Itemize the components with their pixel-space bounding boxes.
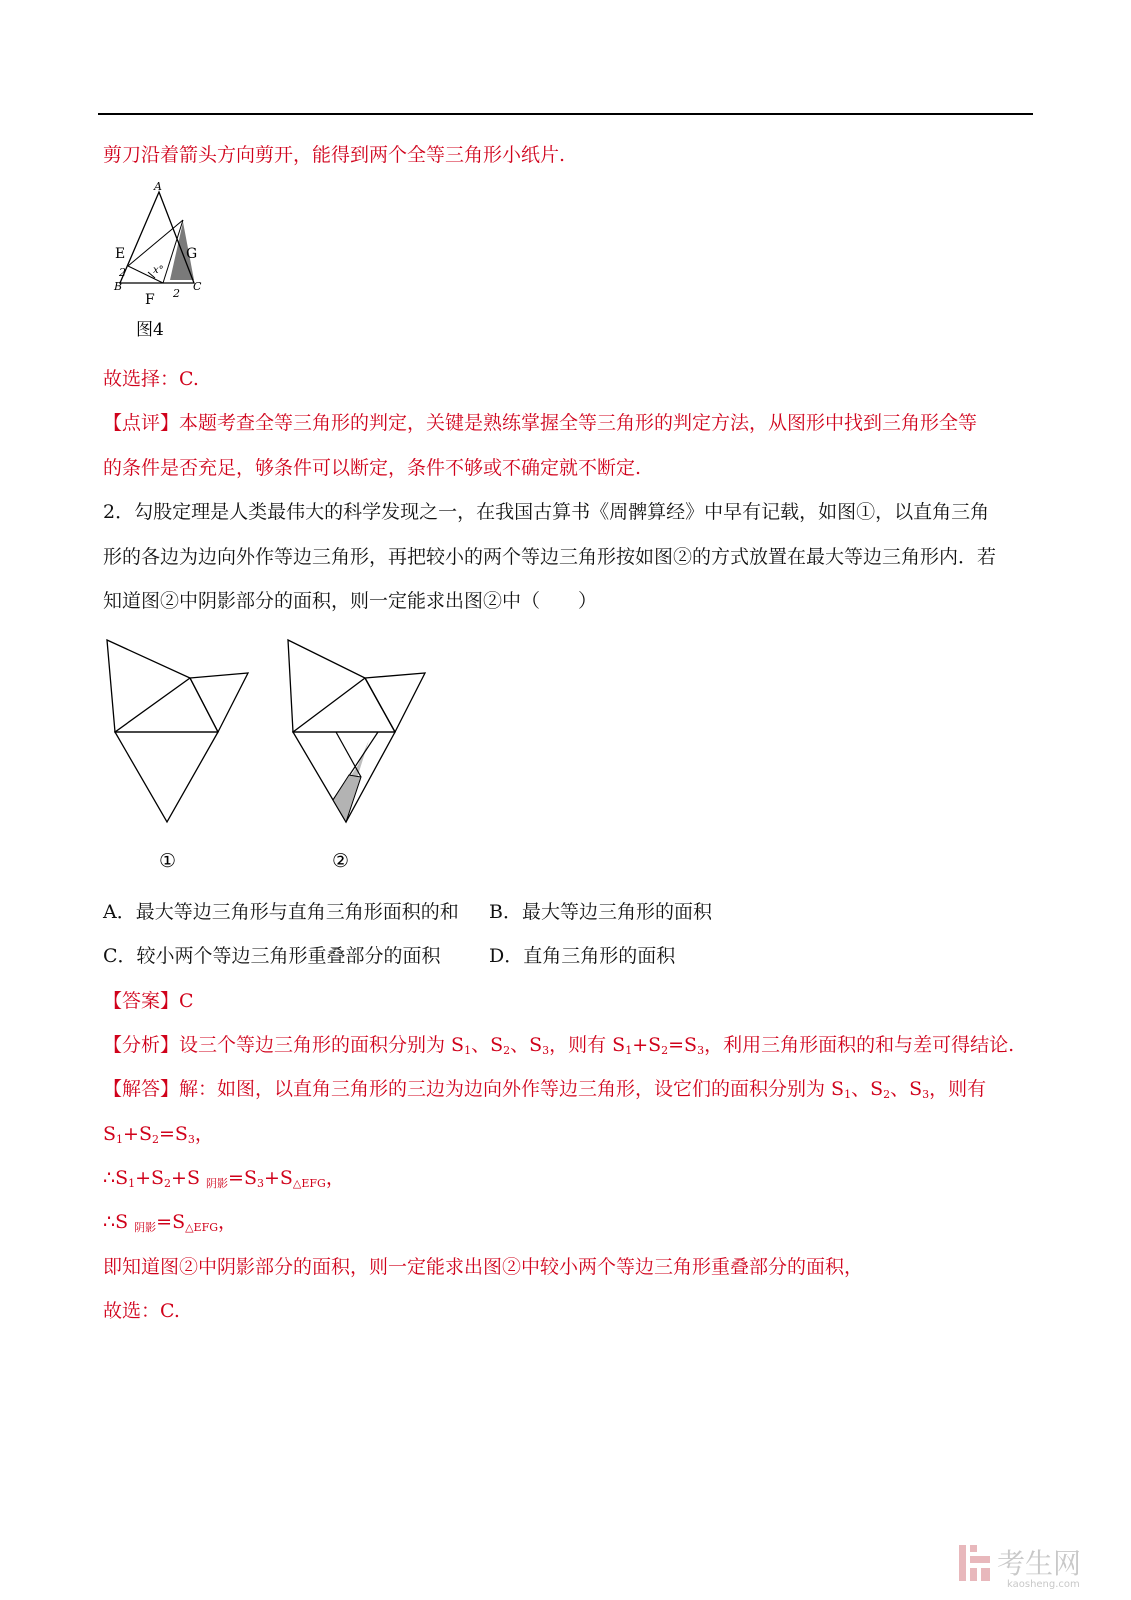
option-c: C．较小两个等边三角形重叠部分的面积 xyxy=(103,945,441,967)
sub: 1 xyxy=(116,1133,124,1146)
answer-value: C xyxy=(179,990,194,1012)
question-2-line-2: 形的各边为边向外作等边三角形，再把较小的两个等边三角形按如图②的方式放置在最大等边三角形内．若 xyxy=(103,546,997,568)
equation-1 xyxy=(103,1121,214,1147)
figure-1 xyxy=(100,635,260,875)
text-line-1: 剪刀沿着箭头方向剪开，能得到两个全等三角形小纸片. xyxy=(103,144,566,166)
dianping-tag: 【点评】 xyxy=(103,412,180,434)
sub: △EFG xyxy=(185,1221,219,1234)
sub: 阴影 xyxy=(206,1177,229,1190)
question-2-line-3: 知道图②中阴影部分的面积，则一定能求出图②中（ ） xyxy=(103,590,598,612)
fig4-label-two-right: 2 xyxy=(173,287,180,300)
eq-part: ， xyxy=(218,1211,238,1233)
dianping-text: 本题考查全等三角形的判定，关键是熟练掌握全等三角形的判定方法，从图形中找到三角形全等 xyxy=(179,412,978,434)
figure-1-label: ① xyxy=(159,850,177,872)
sub: 1 xyxy=(464,1044,472,1057)
eq-part: +S xyxy=(171,1167,207,1189)
sub: △EFG xyxy=(292,1177,326,1190)
header-rule xyxy=(98,113,1033,115)
fig4-label-two-left: 2 xyxy=(119,266,126,279)
text-answer xyxy=(103,988,194,1014)
fig4-label-f: F xyxy=(145,292,155,308)
option-b: B．最大等边三角形的面积 xyxy=(489,901,712,923)
text-guxuanze: 故选择：C. xyxy=(103,368,199,390)
sub: 1 xyxy=(625,1044,633,1057)
eq-part: +S xyxy=(135,1167,165,1189)
watermark-url: kaosheng.com xyxy=(1007,1579,1080,1590)
sub: 1 xyxy=(128,1177,136,1190)
fig4-label-x: x° xyxy=(153,265,164,276)
eq-part: =S xyxy=(158,1123,188,1145)
sub: 3 xyxy=(922,1088,930,1101)
fenxi-part: =S xyxy=(668,1034,698,1056)
fenxi-part: 、S xyxy=(510,1034,543,1056)
figure-2 xyxy=(283,635,443,875)
fenxi-part: ，则有 S xyxy=(549,1034,626,1056)
eq-part: ， xyxy=(325,1167,345,1189)
answer-tag: 【答案】 xyxy=(103,990,180,1012)
fig4-label-g: G xyxy=(186,246,198,262)
text-conclusion: 即知道图②中阴影部分的面积，则一定能求出图②中较小两个等边三角形重叠部分的面积， xyxy=(103,1256,864,1278)
figure-2-shaded-region xyxy=(333,775,361,822)
fenxi-part: ，利用三角形面积的和与差可得结论. xyxy=(704,1034,1015,1056)
jieda-tag: 【解答】 xyxy=(103,1078,180,1100)
sub: 3 xyxy=(542,1044,550,1057)
option-d: D．直角三角形的面积 xyxy=(489,945,676,967)
eq-part: S xyxy=(103,1123,117,1145)
question-2-line-1: 2．勾股定理是人类最伟大的科学发现之一，在我国古算书《周髀算经》中早有记载，如图①，以直角三角 xyxy=(103,501,990,523)
text-guxuan: 故选：C. xyxy=(103,1300,180,1322)
text-fenxi xyxy=(103,1032,1014,1058)
jieda-part: 、S xyxy=(851,1078,884,1100)
sub: 2 xyxy=(151,1133,159,1146)
fig4-label-a: A xyxy=(154,180,162,193)
figure-2-label: ② xyxy=(332,850,350,872)
sub: 3 xyxy=(697,1044,705,1057)
eq-part: =S xyxy=(228,1167,257,1189)
eq-part: +S xyxy=(263,1167,293,1189)
jieda-part: 、S xyxy=(890,1078,923,1100)
text-dianping-2: 的条件是否充足，够条件可以断定，条件不够或不确定就不断定. xyxy=(103,457,642,479)
sub: 3 xyxy=(187,1133,195,1146)
sub: 2 xyxy=(164,1177,172,1190)
eq-part: +S xyxy=(123,1123,152,1145)
fenxi-part: +S xyxy=(632,1034,662,1056)
watermark-icon xyxy=(959,1545,990,1581)
fenxi-tag: 【分析】 xyxy=(103,1034,180,1056)
fig4-label-c: C xyxy=(193,280,202,293)
watermark-text: 考生网 xyxy=(997,1547,1082,1580)
sub: 2 xyxy=(883,1088,891,1101)
fenxi-part: 、S xyxy=(471,1034,504,1056)
fig4-caption: 图4 xyxy=(136,320,164,340)
fig4-label-e: E xyxy=(115,246,126,262)
eq-part: ∴S xyxy=(103,1167,129,1189)
figure-4 xyxy=(108,180,208,345)
equation-2 xyxy=(103,1165,345,1191)
fenxi-part: 设三个等边三角形的面积分别为 S xyxy=(179,1034,465,1056)
sub: 2 xyxy=(661,1044,669,1057)
sub: 3 xyxy=(256,1177,264,1190)
jieda-part: ，则有 xyxy=(929,1078,987,1100)
text-dianping xyxy=(103,410,977,436)
sub: 2 xyxy=(503,1044,511,1057)
equation-3 xyxy=(103,1209,237,1235)
eq-part: ∴S xyxy=(103,1211,135,1233)
sub: 1 xyxy=(844,1088,852,1101)
jieda-part: 解：如图，以直角三角形的三边为边向外作等边三角形，设它们的面积分别为 S xyxy=(179,1078,845,1100)
eq-part: ， xyxy=(194,1123,214,1145)
text-jieda xyxy=(103,1076,986,1102)
option-a: A．最大等边三角形与直角三角形面积的和 xyxy=(103,901,459,923)
fig4-label-b: B xyxy=(114,280,123,293)
sub: 阴影 xyxy=(134,1221,157,1234)
eq-part: =S xyxy=(156,1211,186,1233)
watermark-logo xyxy=(955,1535,1115,1590)
